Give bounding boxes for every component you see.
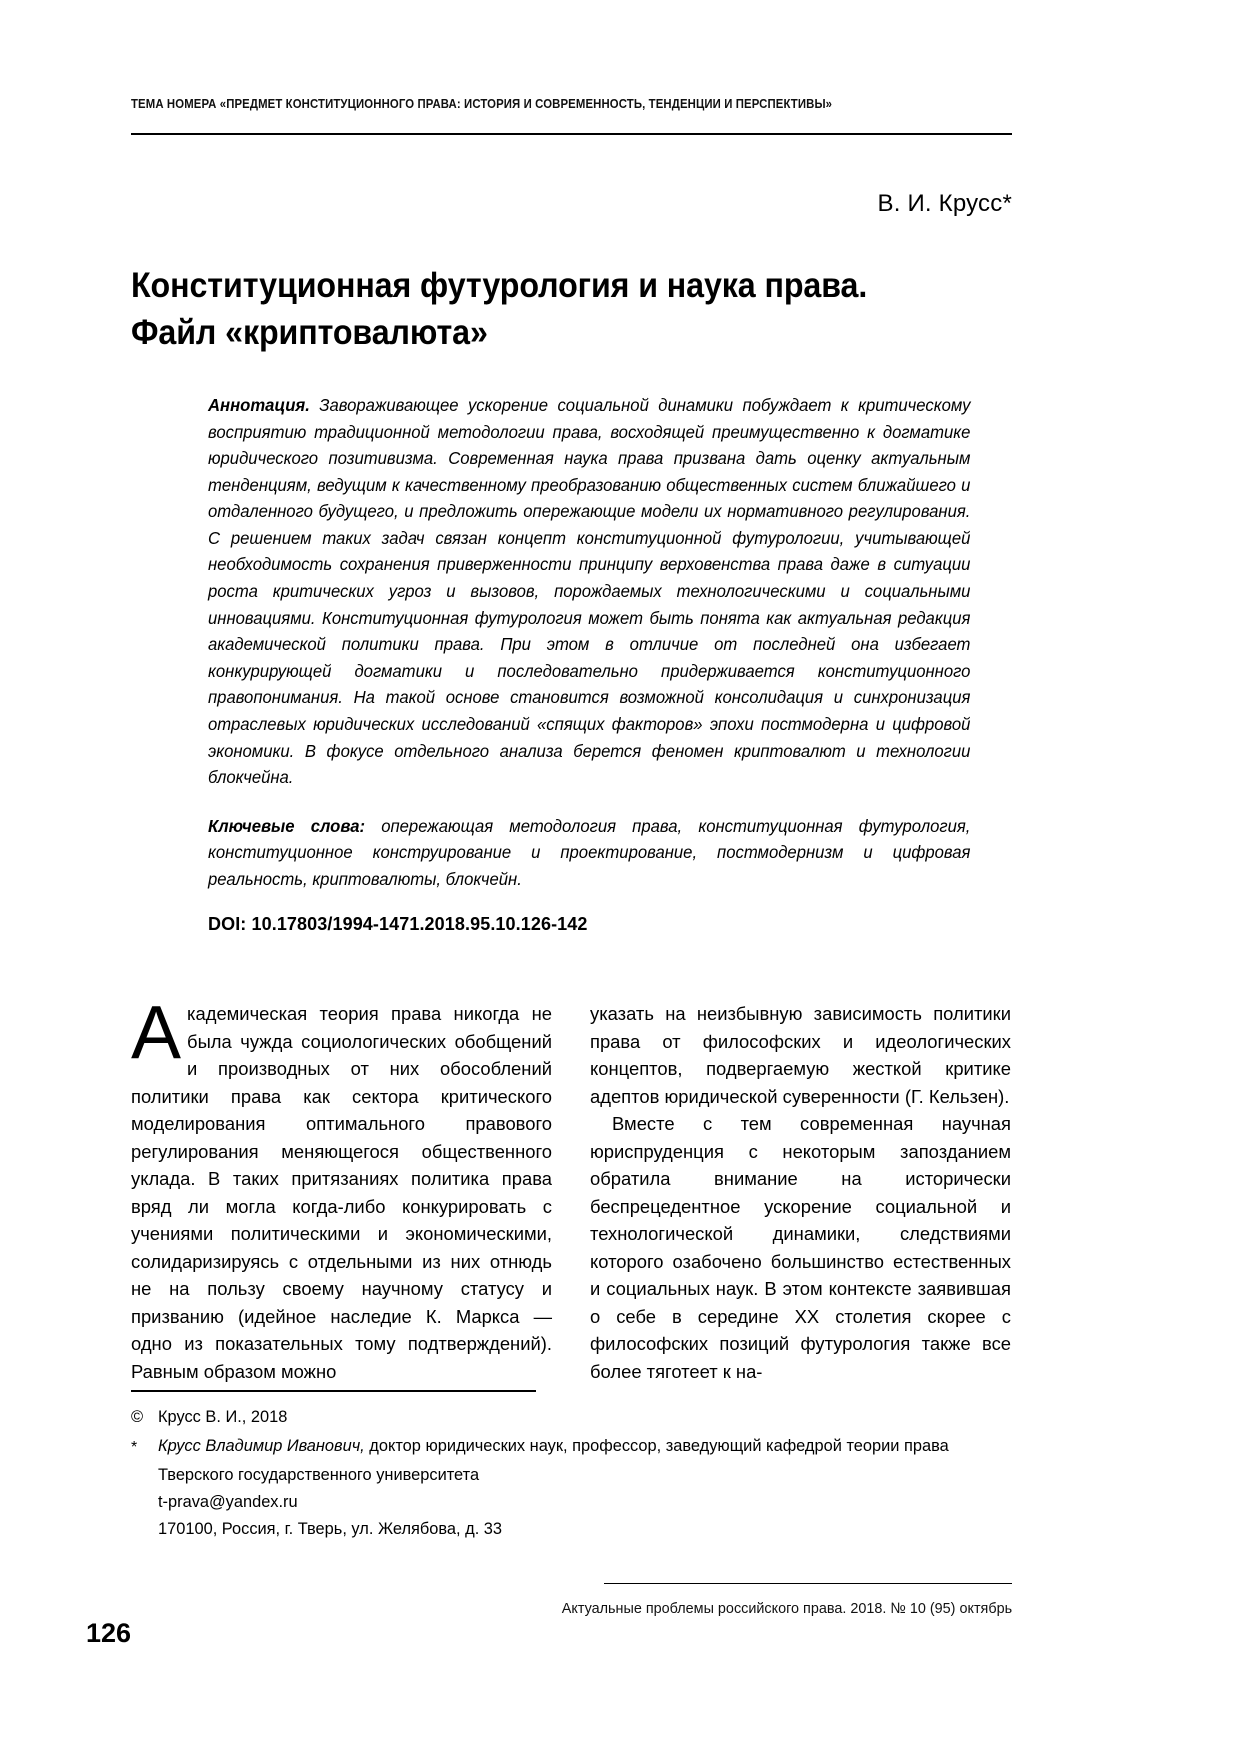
- footer-rule: [604, 1583, 1012, 1584]
- doi-line: DOI: 10.17803/1994-1471.2018.95.10.126-142: [208, 914, 588, 935]
- copyright-text: Крусс В. И., 2018: [158, 1408, 288, 1426]
- running-head-text: ТЕМА НОМЕРА «ПРЕДМЕТ КОНСТИТУЦИОННОГО ПРАВА: ИСТОРИЯ И СОВРЕМЕННОСТЬ, ТЕНДЕНЦИИ И ПЕРСПЕКТИВЫ»: [131, 96, 833, 111]
- body-paragraph: Вместе с тем современная научная юриспруденция с некоторым запозданием обратила внимание на исторически беспрецедентное ускорение социальной и технологической динамики, следствиями которого озабочено большинство естественных и социальных наук. В этом контексте заявившая о себе в середине XX столетия скорее с философских позиций футурология также все более тяготеет к на-: [590, 1113, 1011, 1382]
- keywords-paragraph: [208, 813, 970, 893]
- abstract-text: Завораживающее ускорение социальной динамики побуждает к критическому восприятию традиционной методологии права, восходящей преимущественно к догматике юридического позитивизма. Современная наука права призвана дать оценку актуальным тенденциям, ведущим к качественному преобразованию общественных систем ближайшего и отдаленного будущего, и предложить опережающие модели их нормативного регулирования. С решением таких задач связан концепт конституционной футурологии, учитывающей необходимость сохранения приверженности принципу верховенства права даже в ситуации роста критических угроз и вызовов, порождаемых технологическими и социальными инновациями. Конституционная футурология может быть понята как актуальная редакция академической политики права. При этом в отличие от последней она избегает конкурирующей догматики и последовательно придерживается конституционного правопонимания. На такой основе становится возможной консолидация и синхронизация отраслевых юридических исследований «спящих факторов» эпохи постмодерна и цифровой экономики. В фокусе отдельного анализа берется феномен криптовалют и технологии блокчейна.: [208, 395, 971, 788]
- keywords-text: опережающая методология права, конституционная футурология, конституционное конструирование и проектирование, постмодернизм и цифровая реальность, криптовалюты, блокчейн.: [208, 815, 971, 889]
- abstract-label: Аннотация.: [208, 395, 310, 415]
- abstract-block: [208, 392, 994, 935]
- footnote-copyright: [131, 1404, 1012, 1431]
- footnote-rule: [131, 1390, 536, 1392]
- body-paragraph: указать на неизбывную зависимость политики права от философских и идеологических концептов, подвергаемую жесткой критике адептов юридической суверенности (Г. Кельзен).: [590, 1003, 1011, 1107]
- page-number: 126: [86, 1618, 132, 1648]
- abstract-paragraph: [208, 392, 970, 791]
- keywords-label: Ключевые слова:: [208, 815, 366, 836]
- running-head: [131, 96, 1012, 111]
- footnote-address: 170100, Россия, г. Тверь, ул. Желябова, д. 33: [158, 1519, 503, 1538]
- footnote-author-titles: доктор юридических наук, профессор, заведующий кафедрой теории права: [364, 1436, 949, 1455]
- footnote-author-name: Крусс Владимир Иванович,: [158, 1436, 365, 1455]
- asterisk-icon: *: [131, 1438, 138, 1456]
- body-paragraph-text: кадемическая теория права никогда не была чужда социологических обобщений и производных от них обособлений политики права как сектора критического моделирования оптимального правового регулирования меняющегося общественного уклада. В таких притязаниях политика права вряд ли могла когда-либо конкурировать с учениями политическими и экономическими, солидаризируясь с отдельными из них отнюдь не на пользу своему научному статусу и призванию (идейное наследие К. Маркса — одно из показательных тому подтверждений). Равным образом можно: [131, 1003, 552, 1382]
- footnote-author-body: [158, 1433, 1012, 1460]
- title-line-2: Файл «криптовалюта»: [131, 312, 488, 352]
- body-columns: [131, 990, 1012, 1382]
- title-line-1: Конституционная футурология и наука права.: [131, 266, 868, 306]
- page-title: [131, 263, 1012, 356]
- footnote-affiliation: Тверского государственного университета: [158, 1466, 480, 1485]
- body-column-right: [590, 1000, 1011, 1380]
- copyright-icon: ©: [131, 1408, 144, 1426]
- drop-cap: А: [131, 990, 182, 1074]
- body-column-left: [131, 990, 552, 1382]
- footnote-block: [131, 1404, 1012, 1542]
- footnote-email[interactable]: t-prava@yandex.ru: [158, 1493, 298, 1512]
- footnote-author-note: [131, 1433, 1012, 1461]
- body-paragraph: [131, 990, 552, 1385]
- footer-journal-line: Актуальные проблемы российского права. 2018. № 10 (95) октябрь: [561, 1600, 1012, 1617]
- running-head-rule: [131, 133, 1012, 135]
- author-byline: В. И. Крусс*: [877, 190, 1012, 217]
